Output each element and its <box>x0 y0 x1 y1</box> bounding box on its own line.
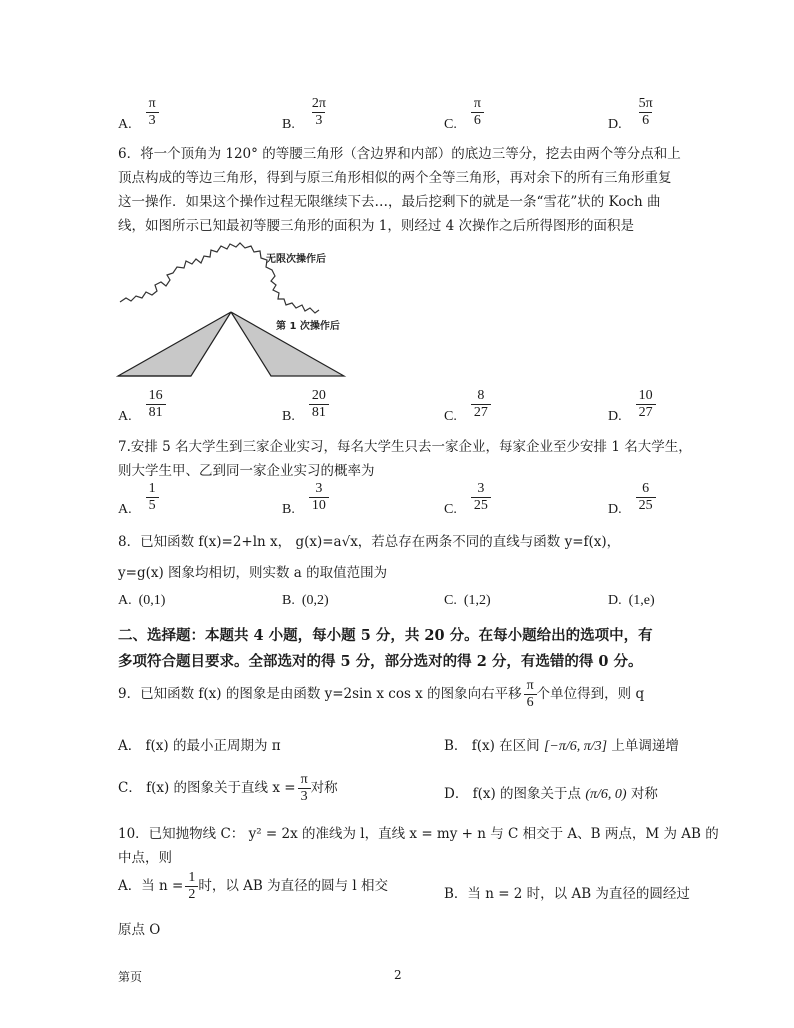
q8-option-a: A. (0,1) <box>118 593 166 608</box>
q6-line-2: 顶点构成的等边三角形，得到与原三角形相似的两个全等三角形，再对余下的所有三角形重复 <box>118 170 672 186</box>
q8-line-2: y=g(x) 图象均相切，则实数 a 的取值范围为 <box>118 565 388 581</box>
koch-left-triangle <box>118 312 231 376</box>
section2-line-1: 二、选择题：本题共 4 小题，每小题 5 分，共 20 分。在每小题给出的选项中，有 <box>118 627 653 644</box>
q5-option-c: C. $\frac{\pi}{6}$ <box>444 96 484 129</box>
q9-option-d-point: (π/6, 0) <box>585 787 627 802</box>
q10-option-b-continued: 原点 O <box>118 922 161 938</box>
q8-option-d: D. (1,e) <box>608 593 655 608</box>
koch-figure <box>116 236 356 386</box>
q9-option-d: D． f(x) 的图象关于点 (π/6, 0) 对称 <box>444 786 658 802</box>
q7-line-2: 则大学生甲、乙到同一家企业实习的概率为 <box>118 463 375 479</box>
q6-option-a: A. $\frac{16}{81}$ <box>118 388 166 421</box>
q8-option-c: C. (1,2) <box>444 593 491 608</box>
koch-label-first: 第 1 次操作后 <box>276 321 340 332</box>
q10-option-b: B．当 n = 2 时，以 AB 为直径的圆经过 <box>444 886 690 902</box>
q6-option-d: D. $\frac{10}{27}$ <box>608 388 656 421</box>
q5-option-b: B. $\frac{2\pi}{3}$ <box>282 96 326 132</box>
q9-option-b: B． f(x) 在区间 [−π/6, π/3] 上单调递增 <box>444 738 679 754</box>
q8-option-b: B. (0,2) <box>282 593 329 608</box>
q8-options <box>118 593 678 613</box>
q9-option-b-interval: [−π/6, π/3] <box>543 739 608 754</box>
q9-stem: 9．已知函数 f(x) 的图象是由函数 y=2sin x cos x 的图象向右平移 $\frac{\pi}{6}$ 个单位得到，则 q <box>118 678 645 711</box>
q10-option-a: A．当 n = $\frac{1}{2}$ 时，以 AB 为直径的圆与 l 相交 <box>118 870 388 903</box>
q6-line-1: 6．将一个顶角为 120° 的等腰三角形（含边界和内部）的底边三等分，挖去由两个等分点和上 <box>118 146 681 162</box>
q7-option-a: A. $\frac{1}{5}$ <box>118 481 159 514</box>
q5-option-a: A. $\frac{\pi}{3}$ <box>118 96 159 129</box>
q6-line-3: 这一操作．如果这个操作过程无限继续下去…，最后挖剩下的就是一条“雪花”状的 Koch 曲 <box>118 194 661 210</box>
q7-option-c: C. $\frac{3}{25}$ <box>444 481 491 514</box>
q7-line-1: 7.安排 5 名大学生到三家企业实习，每名大学生只去一家企业，每家企业至少安排 1 名大学生， <box>118 439 692 455</box>
q6-line-4: 线，如图所示已知最初等腰三角形的面积为 1，则经过 4 次操作之后所得图形的面积是 <box>118 218 635 234</box>
q8-line-1: 8．已知函数 f(x)=2+ln x， g(x)=a√x，若总存在两条不同的直线与函数 y=f(x)， <box>118 534 621 550</box>
q7-option-d: D. $\frac{6}{25}$ <box>608 481 656 514</box>
q7-options <box>118 481 678 525</box>
q5-option-d: D. $\frac{5\pi}{6}$ <box>608 96 653 132</box>
q7-option-b: B. $\frac{3}{10}$ <box>282 481 329 514</box>
q9-option-c: C． f(x) 的图象关于直线 x = $\frac{\pi}{3}$ 对称 <box>118 772 338 805</box>
section2-line-2: 多项符合题目要求。全部选对的得 5 分，部分选对的得 2 分，有选错的得 0 分。 <box>118 653 643 670</box>
q6-option-c: C. $\frac{8}{27}$ <box>444 388 491 421</box>
q6-option-b: B. $\frac{20}{81}$ <box>282 388 329 421</box>
q9-option-a: A． f(x) 的最小正周期为 π <box>118 738 281 754</box>
footer-left: 第页 <box>118 970 143 984</box>
koch-label-infinite: 无限次操作后 <box>266 254 326 265</box>
q10-line-1: 10．已知抛物线 C： y² = 2x 的准线为 l，直线 x = my + n 与 C 相交于 A、B 两点，M 为 AB 的 <box>118 826 719 842</box>
q6-options <box>118 388 678 432</box>
page-number: 2 <box>394 968 402 982</box>
q10-line-2: 中点，则 <box>118 850 172 866</box>
q5-options <box>118 96 678 140</box>
